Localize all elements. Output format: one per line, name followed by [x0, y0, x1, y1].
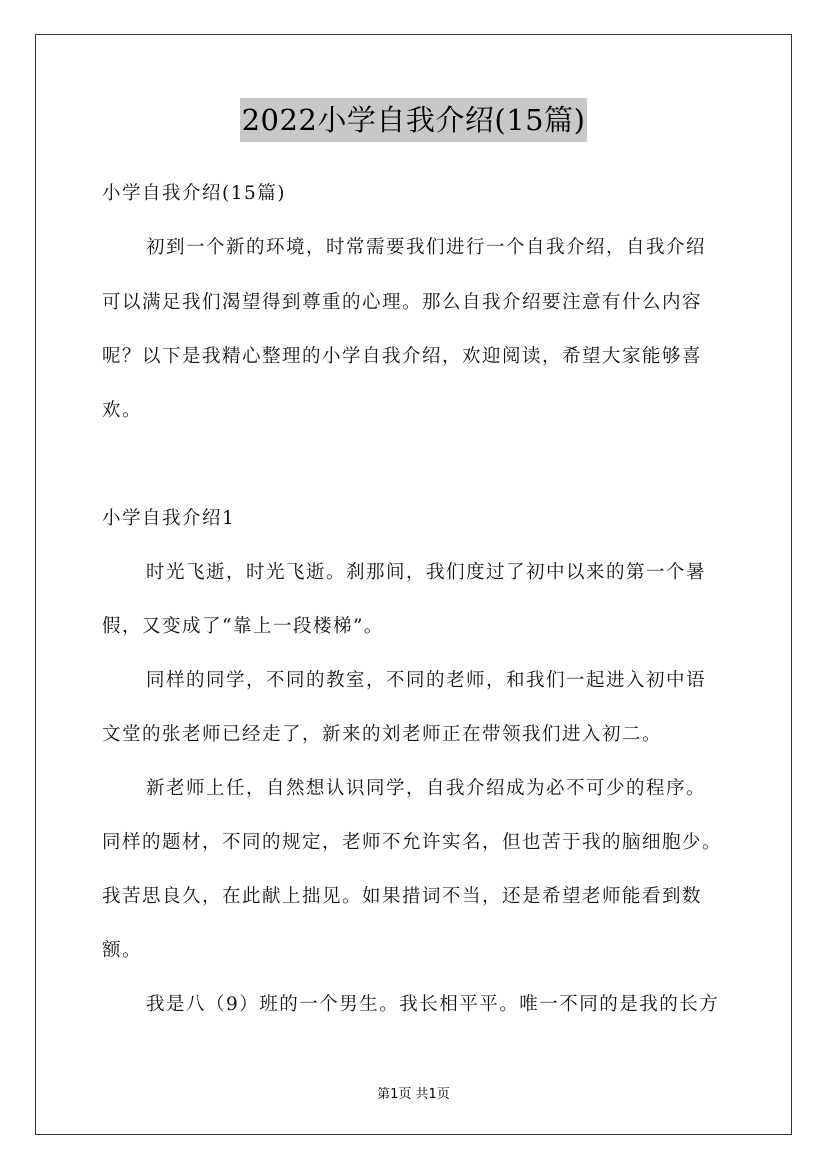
paragraph-line: 可以满足我们渴望得到尊重的心理。那么自我介绍要注意有什么内容	[102, 292, 703, 313]
subtitle-line: 小学自我介绍(15篇)	[102, 183, 286, 204]
paragraph-line: 我是八（9）班的一个男生。我长相平平。唯一不同的是我的长方	[146, 994, 720, 1015]
paragraph-line: 时光飞逝，时光飞逝。刹那间，我们度过了初中以来的第一个暑	[146, 562, 707, 583]
paragraph-line: 假，又变成了“靠上一段楼梯”。	[102, 616, 384, 637]
title-container	[0, 98, 827, 142]
paragraph-line: 额。	[102, 940, 143, 961]
paragraph-line: 呢？以下是我精心整理的小学自我介绍，欢迎阅读，希望大家能够喜	[102, 346, 703, 367]
document-title: 2022小学自我介绍(15篇)	[240, 98, 588, 142]
paragraph-line: 初到一个新的环境，时常需要我们进行一个自我介绍，自我介绍	[146, 237, 707, 258]
paragraph-line: 我苦思良久，在此献上拙见。如果措词不当，还是希望老师能看到数	[102, 886, 703, 907]
paragraph-line: 欢。	[102, 400, 143, 421]
page-number-footer: 第1页 共1页	[377, 1087, 450, 1102]
section-heading: 小学自我介绍1	[102, 508, 236, 529]
paragraph-line: 文堂的张老师已经走了，新来的刘老师正在带领我们进入初二。	[102, 724, 663, 745]
paragraph-line: 新老师上任，自然想认识同学，自我介绍成为必不可少的程序。	[146, 778, 707, 799]
paragraph-line: 同样的同学，不同的教室，不同的老师，和我们一起进入初中语	[146, 670, 707, 691]
paragraph-line: 同样的题材，不同的规定，老师不允许实名，但也苦于我的脑细胞少。	[102, 832, 723, 853]
